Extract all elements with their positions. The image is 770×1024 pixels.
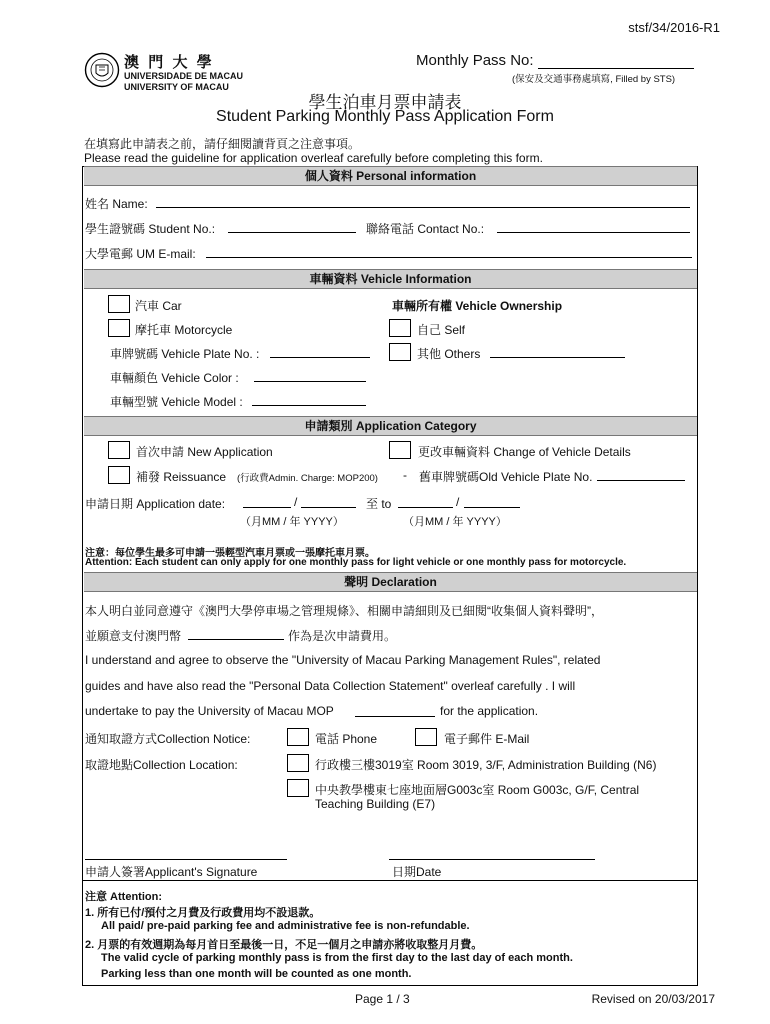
self-label: 自己 Self bbox=[417, 323, 466, 337]
date-to-year-field[interactable] bbox=[464, 507, 520, 508]
ownership-label: 車輛所有權 Vehicle Ownership bbox=[392, 299, 563, 313]
signature-field[interactable] bbox=[85, 859, 287, 860]
student-no-label: 學生證號碼 Student No.: bbox=[85, 222, 216, 236]
model-label: 車輛型號 Vehicle Model : bbox=[110, 395, 243, 409]
name-field[interactable] bbox=[156, 207, 690, 208]
attention-zh: 注意：每位學生最多可申請一張輕型汽車月票或一張摩托車月票。 bbox=[85, 548, 375, 559]
notice-email-label: 電子郵件 E-Mail bbox=[444, 732, 530, 746]
declaration-line-4: guides and have also read the "Personal Data Collection Statement" overleaf carefully . I will bbox=[85, 679, 576, 693]
others-checkbox[interactable] bbox=[389, 343, 411, 361]
revised-date: Revised on 20/03/2017 bbox=[591, 992, 715, 1006]
date-to-slash: / bbox=[456, 495, 460, 509]
university-name-pt: UNIVERSIDADE DE MACAU bbox=[124, 71, 244, 81]
attention-item-2-en-2: Parking less than one month will be counted as one month. bbox=[101, 968, 412, 980]
declaration-header: 聲明 Declaration bbox=[84, 572, 697, 592]
self-checkbox[interactable] bbox=[389, 319, 411, 337]
change-details-checkbox[interactable] bbox=[389, 441, 411, 459]
date-from-month-field[interactable] bbox=[243, 507, 291, 508]
location-e7-label-line1: 中央教學樓東七座地面層G003c室 Room G003c, G/F, Central bbox=[315, 783, 640, 797]
old-plate-label: 舊車牌號碼Old Vehicle Plate No. bbox=[419, 470, 593, 484]
motorcycle-checkbox[interactable] bbox=[108, 319, 130, 337]
declaration-line-5a: undertake to pay the University of Macau MOP bbox=[85, 704, 334, 718]
fee-zh-field[interactable] bbox=[188, 639, 284, 640]
notice-email-checkbox[interactable] bbox=[415, 728, 437, 746]
monthly-pass-field[interactable] bbox=[538, 68, 694, 69]
old-plate-field[interactable] bbox=[597, 480, 685, 481]
declaration-line-3: I understand and agree to observe the "University of Macau Parking Management Rules", related bbox=[85, 653, 601, 667]
student-no-field[interactable] bbox=[228, 232, 356, 233]
contact-no-field[interactable] bbox=[497, 232, 690, 233]
notice-en: Please read the guideline for application overleaf carefully before completing this form. bbox=[84, 151, 543, 165]
plate-label: 車牌號碼 Vehicle Plate No. : bbox=[110, 347, 260, 361]
car-label: 汽車 Car bbox=[135, 299, 182, 313]
reissuance-label: 補發 Reissuance bbox=[136, 470, 227, 484]
location-e7-checkbox[interactable] bbox=[287, 779, 309, 797]
name-label: 姓名 Name: bbox=[85, 197, 148, 211]
contact-no-label: 聯絡電話 Contact No.: bbox=[366, 222, 485, 236]
signature-date-label: 日期Date bbox=[392, 865, 442, 879]
email-label: 大學電郵 UM E-mail: bbox=[85, 247, 196, 261]
attention-item-2-en-1: The valid cycle of parking monthly pass is from the first day to the last day of each month. bbox=[101, 952, 573, 964]
attention-title: 注意 Attention: bbox=[85, 891, 162, 903]
university-seal-logo bbox=[84, 52, 120, 88]
attention-separator bbox=[82, 880, 698, 881]
filled-by-note: (保安及交通事務處填寫, Filled by STS) bbox=[512, 74, 676, 85]
university-name-en: UNIVERSITY OF MACAU bbox=[124, 82, 229, 92]
location-n6-label: 行政樓三樓3019室 Room 3019, 3/F, Administration Building (N6) bbox=[315, 758, 657, 772]
others-label: 其他 Others bbox=[417, 347, 481, 361]
email-field[interactable] bbox=[206, 257, 692, 258]
category-header: 申請類別 Application Category bbox=[84, 416, 697, 436]
declaration-line-1: 本人明白並同意遵守《澳門大學停車場之管理規條》、相關申請細則及已細閱“收集個人資料聲明”， bbox=[85, 604, 603, 618]
car-checkbox[interactable] bbox=[108, 295, 130, 313]
form-title-en: Student Parking Monthly Pass Application Form bbox=[216, 108, 554, 125]
form-title-zh: 學生泊車月票申請表 bbox=[308, 93, 462, 112]
reissuance-checkbox[interactable] bbox=[108, 466, 130, 484]
fee-mop-field[interactable] bbox=[355, 716, 435, 717]
date-to-format: （月MM / 年 YYYY） bbox=[403, 516, 507, 528]
date-from-year-field[interactable] bbox=[301, 507, 356, 508]
notice-phone-checkbox[interactable] bbox=[287, 728, 309, 746]
color-label: 車輛顏色 Vehicle Color : bbox=[110, 371, 239, 385]
motorcycle-label: 摩托車 Motorcycle bbox=[135, 323, 233, 337]
declaration-line-5b: for the application. bbox=[440, 704, 539, 718]
location-e7-label-line2: Teaching Building (E7) bbox=[315, 797, 436, 811]
notice-phone-label: 電話 Phone bbox=[315, 732, 378, 746]
vehicle-info-header: 車輛資料 Vehicle Information bbox=[84, 269, 697, 289]
change-details-label: 更改車輛資料 Change of Vehicle Details bbox=[418, 445, 631, 459]
attention-en: Attention: Each student can only apply for one monthly pass for light vehicle or one monthly pass for motorcycle. bbox=[85, 557, 627, 568]
new-application-label: 首次申請 New Application bbox=[136, 445, 273, 459]
date-to-month-field[interactable] bbox=[398, 507, 453, 508]
new-application-checkbox[interactable] bbox=[108, 441, 130, 459]
attention-item-1-zh: 1. 所有已付/預付之月費及行政費用均不設退款。 bbox=[85, 907, 321, 919]
reissuance-dash: - bbox=[403, 468, 407, 482]
declaration-line-2b: 作為是次申請費用。 bbox=[288, 629, 397, 643]
signature-date-field[interactable] bbox=[389, 859, 595, 860]
date-from-format: （月MM / 年 YYYY） bbox=[240, 516, 344, 528]
date-from-slash: / bbox=[294, 495, 298, 509]
location-n6-checkbox[interactable] bbox=[287, 754, 309, 772]
color-field[interactable] bbox=[254, 381, 366, 382]
reissuance-fee: (行政費Admin. Charge: MOP200) bbox=[237, 473, 378, 484]
application-date-label: 申請日期 Application date: bbox=[85, 497, 226, 511]
collection-notice-label: 通知取證方式Collection Notice: bbox=[85, 732, 251, 746]
monthly-pass-label: Monthly Pass No: bbox=[416, 52, 534, 69]
signature-label: 申請人簽署Applicant's Signature bbox=[85, 865, 258, 879]
to-label: 至 to bbox=[366, 497, 392, 511]
attention-item-2-zh: 2. 月票的有效週期為每月首日至最後一日，不足一個月之申請亦將收取整月月費。 bbox=[85, 939, 483, 951]
notice-zh: 在填寫此申請表之前，請仔細閱讀背頁之注意事項。 bbox=[84, 137, 361, 151]
page-number: Page 1 / 3 bbox=[355, 992, 410, 1006]
plate-field[interactable] bbox=[270, 357, 370, 358]
form-code: stsf/34/2016-R1 bbox=[628, 20, 720, 35]
attention-item-1-en: All paid/ pre-paid parking fee and administrative fee is non-refundable. bbox=[101, 920, 470, 932]
declaration-line-2a: 並願意支付澳門幣 bbox=[85, 629, 182, 643]
university-name-zh: 澳 門 大 學 bbox=[124, 53, 214, 71]
others-field[interactable] bbox=[490, 357, 625, 358]
personal-info-header: 個人資料 Personal information bbox=[84, 166, 697, 186]
collection-location-label: 取證地點Collection Location: bbox=[85, 758, 238, 772]
model-field[interactable] bbox=[252, 405, 366, 406]
